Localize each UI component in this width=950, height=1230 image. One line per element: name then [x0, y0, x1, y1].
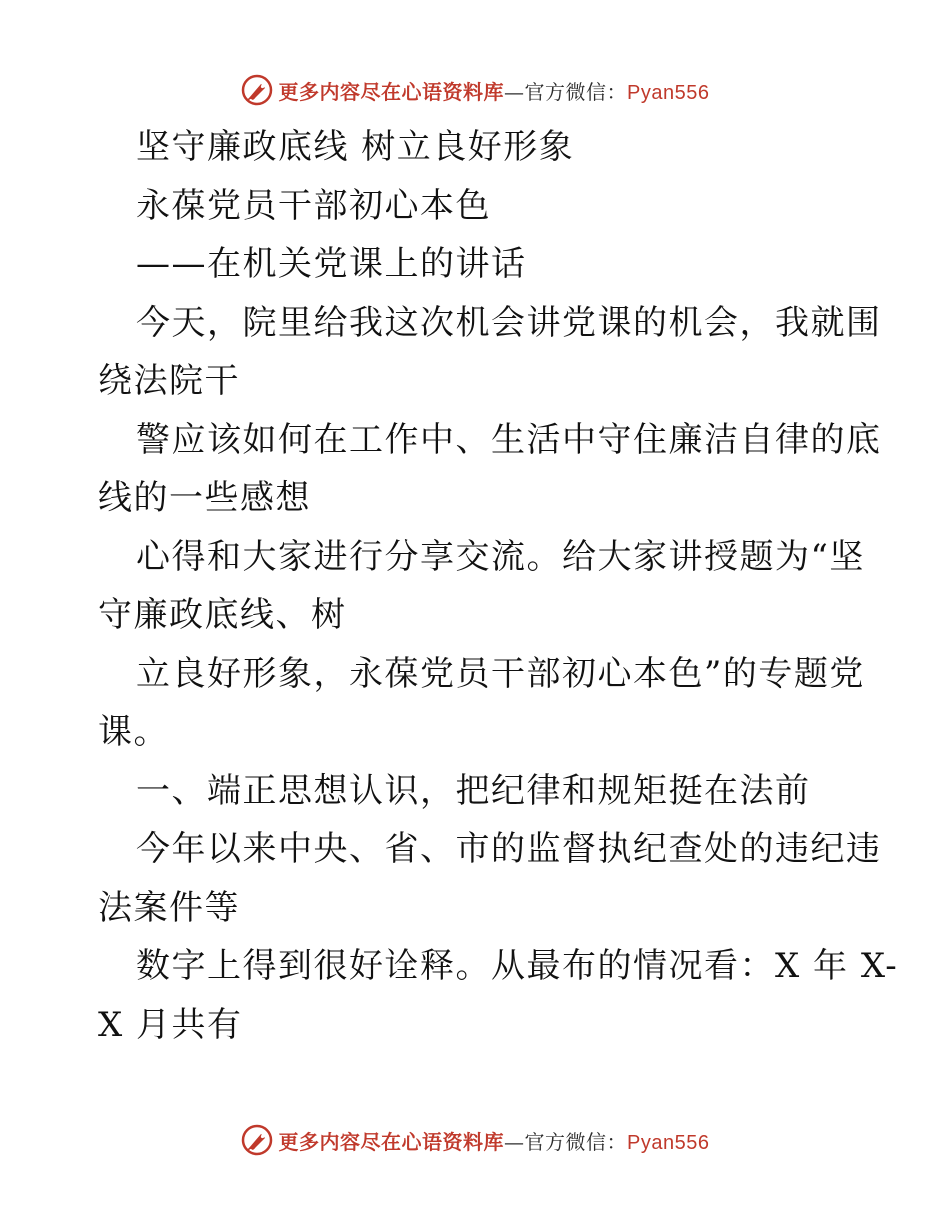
pen-nib-logo-icon [241, 1124, 273, 1156]
document-line: 绕法院干 [98, 361, 240, 401]
watermark-wechat-id: Pyan556 [627, 81, 710, 104]
document-line: 今年以来中央、省、市的监督执纪查处的违纪违 [136, 829, 882, 869]
document-line: 一、端正思想认识，把纪律和规矩挺在法前 [136, 770, 811, 811]
document-line: 永葆党员干部初心本色 [136, 185, 491, 226]
document-body [98, 118, 899, 1054]
watermark-site-name: 更多内容尽在心语资料库 [278, 79, 505, 104]
watermark-footer [0, 1120, 950, 1160]
pen-nib-logo-icon [241, 74, 273, 106]
document-line: 守廉政底线、树 [98, 595, 347, 635]
watermark-separator: —官方微信： [504, 1129, 628, 1154]
document-line: 坚守廉政底线 树立良好形象 [136, 127, 575, 167]
document-line: 课。 [98, 712, 169, 752]
document-line: 数字上得到很好诠释。从最布的情况看：X 年 X- [136, 946, 899, 986]
watermark-header [0, 70, 950, 110]
document-line: ——在机关党课上的讲话 [136, 244, 527, 284]
watermark-site-name: 更多内容尽在心语资料库 [278, 1129, 505, 1154]
watermark-text [279, 1126, 710, 1155]
document-line: X 月共有 [98, 1004, 243, 1045]
watermark-wechat-id: Pyan556 [627, 1131, 710, 1154]
document-line: 线的一些感想 [98, 478, 311, 518]
document-line: 立良好形象，永葆党员干部初心本色”的专题党 [136, 653, 865, 694]
document-line: 今天，院里给我这次机会讲党课的机会，我就围 [136, 302, 882, 343]
watermark-separator: —官方微信： [504, 79, 628, 104]
document-line: 心得和大家进行分享交流。给大家讲授题为“坚 [136, 536, 865, 577]
document-line: 警应该如何在工作中、生活中守住廉洁自律的底 [136, 419, 882, 460]
watermark-text [279, 76, 710, 105]
document-line: 法案件等 [98, 887, 240, 928]
